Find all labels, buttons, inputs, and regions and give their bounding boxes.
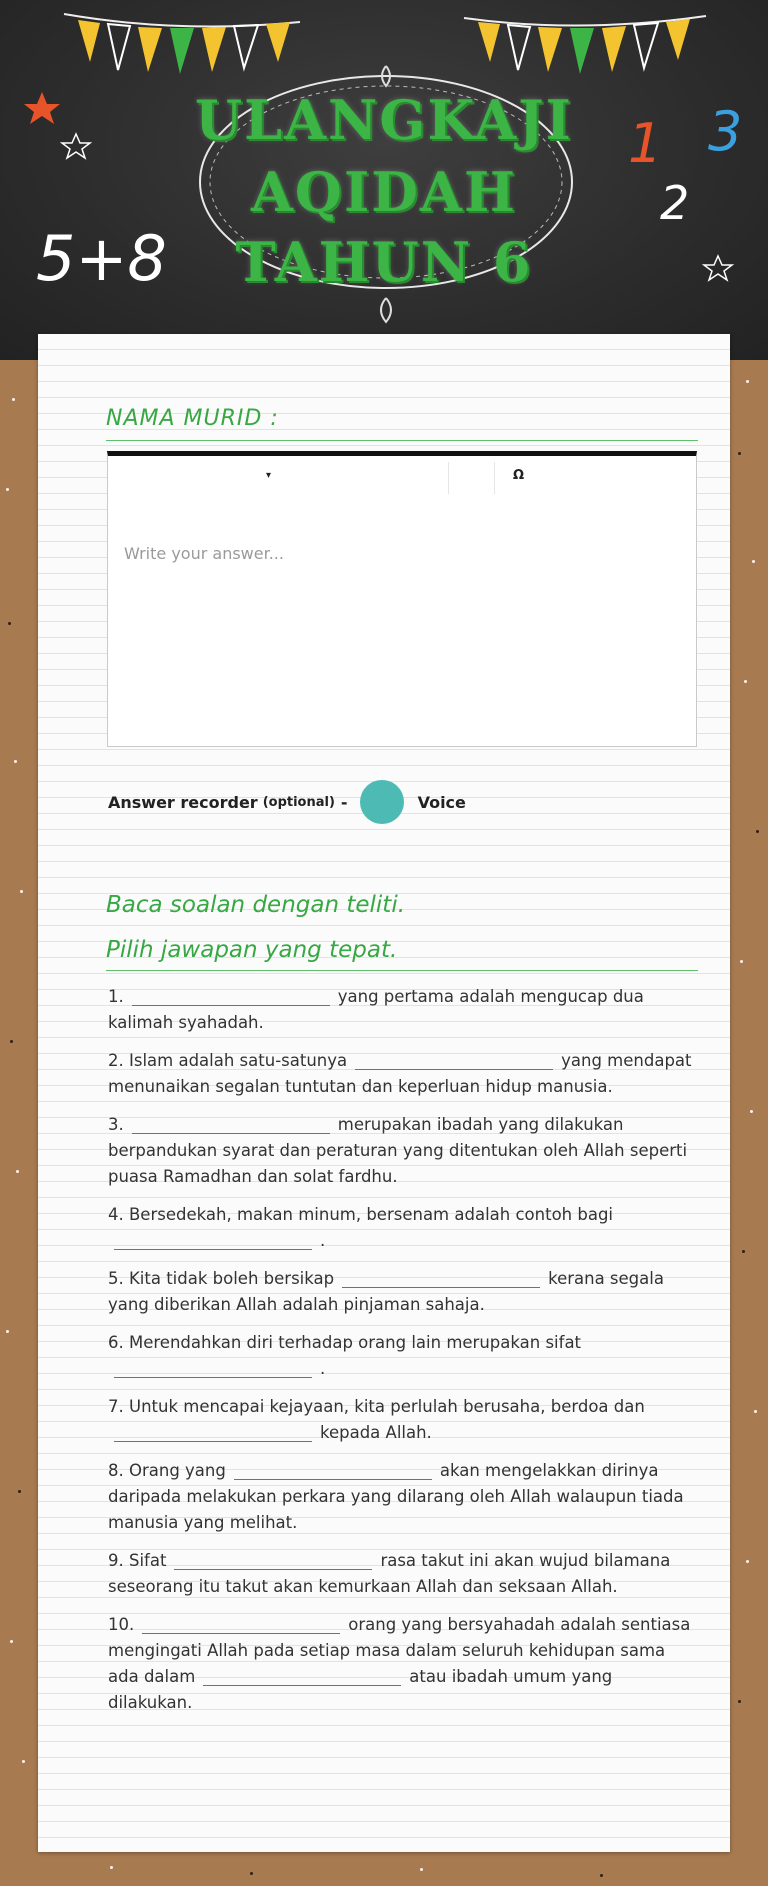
bunting-flag [570,28,594,74]
question-3 [108,1112,698,1190]
question-2 [108,1048,698,1100]
cork-dot [738,452,741,455]
cork-dot [10,1640,13,1643]
cork-dot [6,488,9,491]
instruction-line-1: Baca soalan dengan teliti. [106,892,406,918]
cork-dot [738,1700,741,1703]
recorder-dash: - [340,792,348,812]
bunting-flag [78,20,100,62]
question-text: 5. Kita tidak boleh bersikap [108,1269,335,1288]
bunting-flag [234,25,258,68]
cork-dot [6,1330,9,1333]
question-list [108,984,698,1728]
question-text: 3. [108,1115,124,1134]
answer-blank[interactable] [174,1551,372,1570]
recorder-voice-label: Voice [417,792,466,812]
answer-blank[interactable] [355,1051,553,1070]
question-5 [108,1266,698,1318]
answer-blank[interactable] [114,1423,312,1442]
question-1 [108,984,698,1036]
answer-blank[interactable] [132,1115,330,1134]
question-text: 8. Orang yang [108,1461,226,1480]
cork-dot [14,760,17,763]
cork-dot [16,1170,19,1173]
cork-dot [744,680,747,683]
toolbar-divider [494,462,495,494]
cork-dot [742,1250,745,1253]
question-text: kerana segala yang diberikan Allah adalah pinjaman sahaja. [108,1269,664,1314]
chalk-number-three: 3 [708,100,743,163]
answer-recorder [108,780,466,824]
question-8 [108,1458,698,1536]
question-text: yang pertama adalah mengucap dua kalimah syahadah. [108,987,644,1032]
question-text: rasa takut ini akan wujud bilamana seseorang itu takut akan kemurkaan Allah dan seksaan Allah. [108,1551,671,1596]
recorder-label: Answer recorder [108,792,258,812]
answer-textarea[interactable] [108,530,696,744]
instruction-underline [106,970,698,971]
title-line-3: TAHUN 6 [235,230,533,294]
question-text: merupakan ibadah yang dilakukan berpandukan syarat dan peraturan yang ditentukan oleh Allah seperti puasa Ramadhan dan solat fardhu. [108,1115,688,1186]
bunting-flag [202,27,226,72]
question-text: orang yang bersyahadah adalah sentiasa mengingati Allah pada setiap masa dalam seluruh kehidupan sama ada dalam [108,1615,691,1686]
cork-dot [740,960,743,963]
question-text: 1. [108,987,124,1006]
bunting-left [64,14,300,74]
editor-toolbar [108,456,696,531]
chalk-number-two: 2 [660,176,690,230]
dropdown-caret-icon[interactable]: ▾ [266,470,272,481]
question-9 [108,1548,698,1600]
chalk-equation: 5+8 [36,222,167,295]
question-text: 7. Untuk mencapai kejayaan, kita perlulah berusaha, berdoa dan [108,1397,645,1416]
question-text: yang mendapat menunaikan segalan tuntutan dan keperluan hidup manusia. [108,1051,692,1096]
question-7 [108,1394,698,1446]
chalk-number-one: 1 [628,112,663,175]
bunting-flag [538,27,562,72]
answer-blank[interactable] [132,987,330,1006]
question-text: 4. Bersedekah, makan minum, bersenam adalah contoh bagi [108,1205,614,1224]
cork-dot [746,380,749,383]
cork-dot [420,1868,423,1871]
cork-dot [250,1872,253,1875]
bunting-flag [508,25,530,70]
cork-dot [10,1040,13,1043]
cork-dot [22,1760,25,1763]
question-text: . [320,1359,326,1378]
instruction-line-2: Pilih jawapan yang tepat. [106,937,398,963]
cork-dot [18,1490,21,1493]
recorder-optional-label: (optional) [262,794,335,810]
answer-editor [107,451,697,747]
cork-dot [752,560,755,563]
question-text: 10. [108,1615,135,1634]
answer-blank[interactable] [142,1615,340,1634]
bunting-flag [170,28,194,74]
question-text: akan mengelakkan dirinya daripada melakukan perkara yang dilarang oleh Allah walaupun tiada manusia yang melihat. [108,1461,684,1532]
question-6 [108,1330,698,1382]
cork-dot [754,1410,757,1413]
cork-dot [8,622,11,625]
question-text: 2. Islam adalah satu-satunya [108,1051,348,1070]
worksheet-paper [38,334,730,1852]
bunting-flag [108,24,130,70]
cork-dot [750,1110,753,1113]
toolbar-divider [448,462,449,494]
cork-dot [600,1874,603,1877]
chalkboard-header [0,0,768,360]
title-line-2: AQIDAH [251,160,517,224]
question-text: 9. Sifat [108,1551,167,1570]
record-voice-button[interactable] [360,780,404,824]
cork-dot [12,398,15,401]
question-text: atau ibadah umum yang dilakukan. [108,1667,613,1712]
answer-blank[interactable] [342,1269,540,1288]
bunting-flag [634,23,658,68]
special-character-button[interactable]: Ω [513,468,525,483]
answer-blank[interactable] [234,1461,432,1480]
bunting-flag [138,27,162,72]
bunting-right [464,16,706,74]
cork-dot [746,1560,749,1563]
question-text: 6. Merendahkan diri terhadap orang lain merupakan sifat [108,1333,582,1352]
bunting-flag [602,26,626,72]
bunting-flag [266,22,290,62]
name-label: NAMA MURID : [106,406,279,431]
answer-blank[interactable] [114,1359,312,1378]
cork-dot [20,890,23,893]
cork-dot [110,1866,113,1869]
name-underline [106,440,698,441]
title-line-1: ULANGKAJI [195,88,573,152]
bunting-flag [666,19,690,60]
question-4 [108,1202,698,1254]
answer-blank[interactable] [114,1231,312,1250]
cork-dot [756,830,759,833]
answer-blank[interactable] [203,1667,401,1686]
question-10 [108,1612,698,1716]
question-text: kepada Allah. [320,1423,432,1442]
question-text: . [320,1231,326,1250]
bunting-flag [478,22,500,62]
